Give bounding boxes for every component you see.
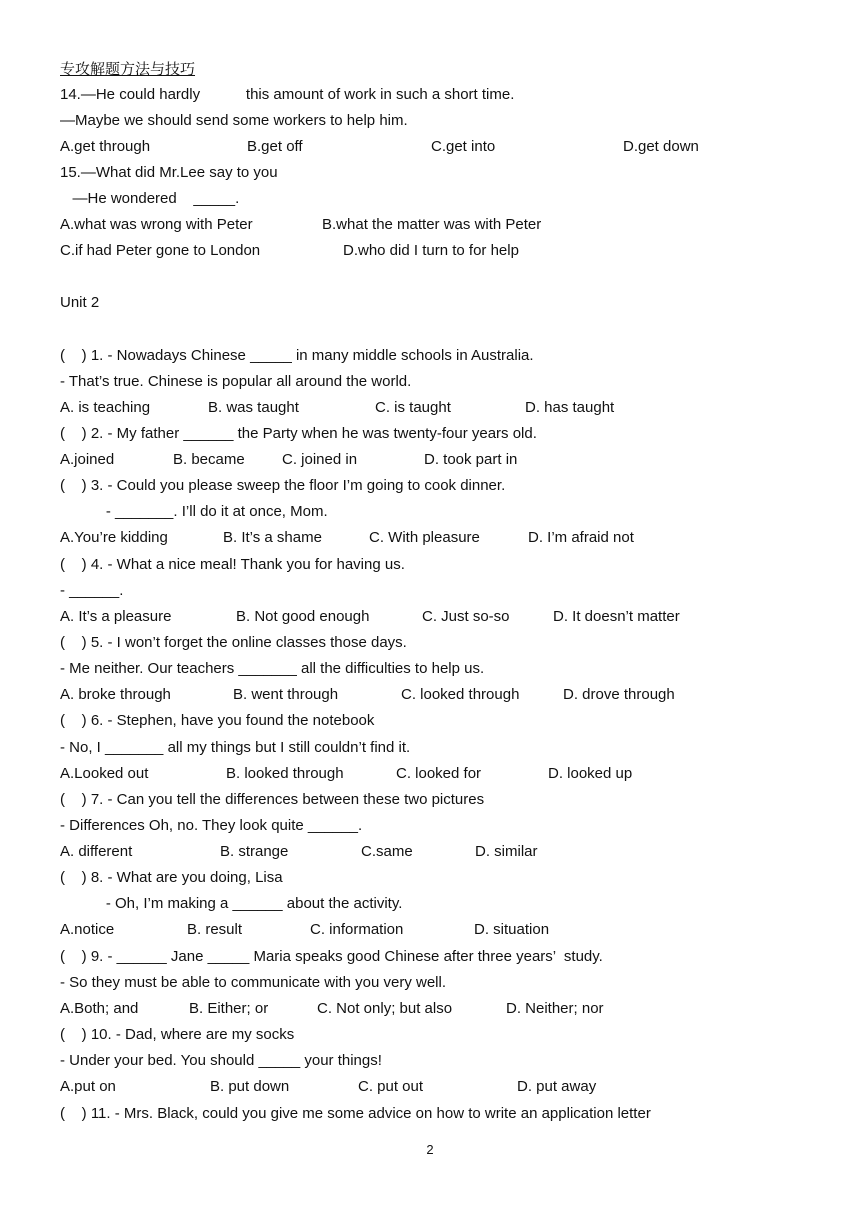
option-a: A.get through <box>60 138 151 155</box>
question-stem: ( ) 3. - Could you please sweep the floor I’m going to cook dinner. <box>60 477 506 494</box>
option-d: D. drove through <box>563 686 675 703</box>
option-a: A.Looked out <box>60 765 149 782</box>
unit-title: Unit 2 <box>60 294 100 311</box>
option-c: C. joined in <box>282 451 358 468</box>
option-a: A.what was wrong with Peter <box>60 216 253 233</box>
option-d: D. It doesn’t matter <box>553 608 680 625</box>
option-b: B. Either; or <box>189 1000 269 1017</box>
option-b: B.get off <box>247 138 303 155</box>
option-c: C. put out <box>358 1078 424 1095</box>
question-stem: ( ) 1. - Nowadays Chinese _____ in many middle schools in Australia. <box>60 347 534 364</box>
page-number: 2 <box>426 1142 434 1157</box>
question-response: - _______. I’ll do it at once, Mom. <box>60 503 328 520</box>
option-d: D.who did I turn to for help <box>343 242 519 259</box>
option-a: A.notice <box>60 921 115 938</box>
option-d: D. put away <box>517 1078 597 1095</box>
option-c: C. is taught <box>375 399 451 416</box>
option-b: B. became <box>173 451 245 468</box>
question-response: - So they must be able to communicate with you very well. <box>60 974 447 991</box>
option-a: A. It’s a pleasure <box>60 608 172 625</box>
question-stem: ( ) 2. - My father ______ the Party when he was twenty-four years old. <box>60 425 537 442</box>
option-c: C. With pleasure <box>369 529 480 546</box>
option-d: D. situation <box>474 921 550 938</box>
question-response: - Oh, I’m making a ______ about the activity. <box>60 895 403 912</box>
question-stem: ( ) 10. - Dad, where are my socks <box>60 1026 295 1043</box>
option-a: A. is teaching <box>60 399 151 416</box>
option-b: B.what the matter was with Peter <box>322 216 542 233</box>
option-a: A.joined <box>60 451 115 468</box>
option-b: B. was taught <box>208 399 299 416</box>
option-d: D.get down <box>623 138 699 155</box>
question-15-stem: 15.—What did Mr.Lee say to you <box>60 164 278 181</box>
question-response: - Me neither. Our teachers _______ all the difficulties to help us. <box>60 660 485 677</box>
question-14-stem: 14.—He could hardly this amount of work in such a short time. <box>60 86 515 103</box>
option-a: A.Both; and <box>60 1000 139 1017</box>
option-c: C.same <box>361 843 413 860</box>
question-response: - Differences Oh, no. They look quite ______. <box>60 817 363 834</box>
option-a: A. different <box>60 843 133 860</box>
option-d: D. looked up <box>548 765 633 782</box>
option-d: D. took part in <box>424 451 518 468</box>
option-b: B. It’s a shame <box>223 529 322 546</box>
option-b: B. Not good enough <box>236 608 370 625</box>
question-15-response: —He wondered _____. <box>60 190 240 207</box>
option-d: D. has taught <box>525 399 615 416</box>
question-response: - ______. <box>60 582 124 599</box>
question-stem: ( ) 7. - Can you tell the differences between these two pictures <box>60 791 485 808</box>
option-c: C. looked for <box>396 765 482 782</box>
option-b: B. result <box>187 921 243 938</box>
option-b: B. looked through <box>226 765 344 782</box>
option-c: C.if had Peter gone to London <box>60 242 261 259</box>
question-stem: ( ) 6. - Stephen, have you found the notebook <box>60 712 375 729</box>
option-c: C. Just so-so <box>422 608 510 625</box>
question-response: - Under your bed. You should _____ your things! <box>60 1052 382 1069</box>
option-d: D. similar <box>475 843 538 860</box>
question-response: - No, I _______ all my things but I still couldn’t find it. <box>60 739 411 756</box>
option-b: B. went through <box>233 686 339 703</box>
question-stem: ( ) 9. - ______ Jane _____ Maria speaks good Chinese after three years’ study. <box>60 948 603 965</box>
option-d: D. I’m afraid not <box>528 529 634 546</box>
question-stem: ( ) 4. - What a nice meal! Thank you for having us. <box>60 556 405 573</box>
option-c: C. looked through <box>401 686 520 703</box>
option-b: B. put down <box>210 1078 290 1095</box>
option-c: C. information <box>310 921 404 938</box>
question-stem: ( ) 5. - I won’t forget the online classes those days. <box>60 634 407 651</box>
question-stem: ( ) 8. - What are you doing, Lisa <box>60 869 283 886</box>
question-14-response: —Maybe we should send some workers to help him. <box>60 112 408 129</box>
question-response: - That’s true. Chinese is popular all around the world. <box>60 373 412 390</box>
option-a: A.put on <box>60 1078 116 1095</box>
section-header: 专攻解题方法与技巧 <box>60 61 196 78</box>
option-a: A. broke through <box>60 686 171 703</box>
option-c: C. Not only; but also <box>317 1000 453 1017</box>
option-b: B. strange <box>220 843 289 860</box>
option-a: A.You’re kidding <box>60 529 168 546</box>
option-d: D. Neither; nor <box>506 1000 604 1017</box>
question-stem: ( ) 11. - Mrs. Black, could you give me some advice on how to write an application letter <box>60 1105 651 1122</box>
option-c: C.get into <box>431 138 496 155</box>
